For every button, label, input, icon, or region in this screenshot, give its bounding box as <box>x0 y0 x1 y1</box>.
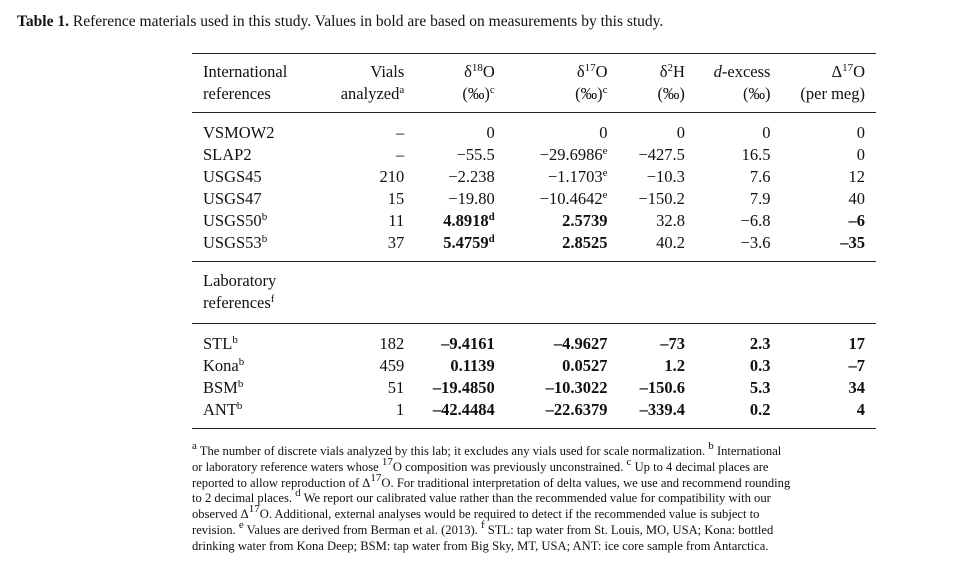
cell-vials: 37 <box>387 233 405 252</box>
cell-cap17: –6 <box>848 211 865 230</box>
cell-reference-name: VSMOW2 <box>203 123 275 142</box>
laboratory-row-stl <box>192 324 876 356</box>
cell-d18: –19.4850 <box>432 378 495 397</box>
cell-vials: – <box>396 145 405 164</box>
cell-cap17: 34 <box>848 378 865 397</box>
cell-d17: 0.0527 <box>562 356 608 375</box>
footnote-line: observed $\Delta^{17}O$. Additional, external analyses would be required to detect if the recommended value is subject to <box>192 503 760 522</box>
cell-d17: −10.4642$^e$ <box>539 189 608 208</box>
cell-d18: −55.5 <box>456 145 495 164</box>
laboratory-header-body <box>192 262 876 324</box>
col-header-d18o: $\delta^{18}O$ <box>464 62 495 81</box>
cell-d2h: –73 <box>660 334 685 353</box>
col-header-d-excess: d-excess <box>713 62 771 81</box>
cell-d18: 4.8918$^d$ <box>443 211 495 230</box>
table-footnotes <box>192 440 882 555</box>
cell-d17: 2.8525 <box>562 233 608 252</box>
footnote-line: or laboratory reference waters whose $^{17}$O composition was previously unconstrained. $^c$ Up to 4 decimal places are <box>192 455 769 474</box>
col-header-d18o-unit: (‰)$^c$ <box>462 84 495 103</box>
cell-d18: –42.4484 <box>432 400 495 419</box>
cell-dex: 2.3 <box>749 334 771 353</box>
cell-vials: – <box>396 123 405 142</box>
cell-reference-name: USGS47 <box>203 189 262 208</box>
cell-cap17: 17 <box>848 334 865 353</box>
cell-d18: –9.4161 <box>441 334 495 353</box>
cell-d18: 0.1139 <box>450 356 495 375</box>
reference-materials-table <box>192 53 876 429</box>
cell-reference-name: USGS53$^b$ <box>203 233 268 252</box>
laboratory-row-ant <box>192 399 876 429</box>
cell-reference-name: USGS45 <box>203 167 262 186</box>
cell-d2h: −427.5 <box>638 145 685 164</box>
footnote-line: reported to allow reproduction of $\Delta^{17}O$. For traditional interpretation of delta values, we use and recommend rounding <box>192 471 791 490</box>
cell-d2h: –150.6 <box>639 378 685 397</box>
international-row-usgs45 <box>192 166 876 188</box>
header-row-2 <box>192 83 876 113</box>
cell-d2h: −10.3 <box>646 167 685 186</box>
cell-dex: 5.3 <box>749 378 771 397</box>
footnote-line: to 2 decimal places. $^d$ We report our calibrated value rather than the recommended value for compatibility with our <box>192 487 771 506</box>
cell-d17: 2.5739 <box>562 211 608 230</box>
cell-vials: 15 <box>387 189 405 208</box>
cell-vials: 182 <box>379 334 405 353</box>
col-header-cap17o: $\Delta^{17}O$ <box>831 62 865 81</box>
cell-d18: −19.80 <box>448 189 495 208</box>
col-header-references-line2: references <box>203 84 271 103</box>
cell-d2h: 32.8 <box>656 211 685 230</box>
international-row-slap2 <box>192 144 876 166</box>
footnote-line: drinking water from Kona Deep; BSM: tap water from Big Sky, MT, USA; ANT: ice core sample from Antarctica. <box>192 538 769 553</box>
col-header-vials-line2: analyzed$^a$ <box>340 84 405 103</box>
cell-cap17: –35 <box>840 233 865 252</box>
cell-d2h: –339.4 <box>639 400 685 419</box>
footnote-line: revision. $^e$ Values are derived from Berman et al. (2013). $^f$ STL: tap water from St. Louis, MO, USA; Kona: bottled <box>192 518 774 537</box>
col-header-d17o: $\delta^{17}O$ <box>576 62 608 81</box>
cell-vials: 210 <box>379 167 405 186</box>
cell-dex: 0.2 <box>749 400 771 419</box>
cell-d18: −2.238 <box>448 167 495 186</box>
international-row-vsmow2 <box>192 113 876 145</box>
cell-d2h: 1.2 <box>664 356 685 375</box>
cell-reference-name: USGS50$^b$ <box>203 211 268 230</box>
cell-vials: 1 <box>396 400 405 419</box>
cell-reference-name: ANT$^b$ <box>203 400 243 419</box>
col-header-d2h: $\delta^2H$ <box>659 62 685 81</box>
footnote-line: $^a$ The number of discrete vials analyzed by this lab; it excludes any vials used for scale normalization. $^b$ International <box>192 440 782 458</box>
col-header-d-excess-unit: (‰) <box>742 84 771 103</box>
cell-reference-name: Kona$^b$ <box>203 356 245 375</box>
cell-dex: 7.9 <box>749 189 771 208</box>
cell-d2h: 40.2 <box>656 233 685 252</box>
cell-vials: 51 <box>387 378 405 397</box>
laboratory-references-label: Laboratory references$^f$ <box>203 271 277 312</box>
cell-d18: 5.4759$^d$ <box>443 233 495 252</box>
international-row-usgs50 <box>192 210 876 232</box>
cell-cap17: 4 <box>856 400 865 419</box>
international-references-body <box>192 113 876 262</box>
cell-reference-name: BSM$^b$ <box>203 378 244 397</box>
cell-cap17: –7 <box>848 356 865 375</box>
cell-vials: 11 <box>388 211 405 230</box>
cell-d17: –10.3022 <box>545 378 608 397</box>
cell-cap17: 12 <box>848 167 865 186</box>
header-row-1 <box>192 54 876 84</box>
table-label: Table 1. <box>17 13 69 30</box>
cell-dex: 0.3 <box>749 356 771 375</box>
cell-reference-name: STL$^b$ <box>203 334 238 353</box>
table-caption <box>17 12 957 32</box>
laboratory-section-header <box>192 262 876 324</box>
laboratory-row-kona <box>192 355 876 377</box>
cell-d17: –22.6379 <box>545 400 608 419</box>
cell-d17: –4.9627 <box>553 334 608 353</box>
laboratory-references-body <box>192 324 876 429</box>
cell-d18: 0 <box>486 123 495 142</box>
cell-dex: −3.6 <box>740 233 771 252</box>
table-caption-text: Reference materials used in this study. Values in bold are based on measurements by this study. <box>68 13 664 30</box>
cell-d2h: −150.2 <box>638 189 685 208</box>
laboratory-row-bsm <box>192 377 876 399</box>
cell-dex: 0 <box>762 123 771 142</box>
cell-dex: 7.6 <box>749 167 771 186</box>
col-header-d17o-unit: (‰)$^c$ <box>575 84 608 103</box>
cell-dex: 16.5 <box>741 145 771 164</box>
col-header-cap17o-unit: (per meg) <box>800 84 865 103</box>
col-header-d2h-unit: (‰) <box>657 84 685 103</box>
cell-vials: 459 <box>379 356 405 375</box>
cell-cap17: 0 <box>856 123 865 142</box>
cell-d2h: 0 <box>676 123 685 142</box>
cell-d17: −1.1703$^e$ <box>547 167 608 186</box>
col-header-references: International <box>203 62 288 81</box>
reference-table-container <box>192 53 876 429</box>
cell-dex: −6.8 <box>740 211 771 230</box>
cell-reference-name: SLAP2 <box>203 145 252 164</box>
cell-d17: −29.6986$^e$ <box>539 145 608 164</box>
cell-cap17: 0 <box>856 145 865 164</box>
international-row-usgs47 <box>192 188 876 210</box>
cell-d17: 0 <box>599 123 608 142</box>
international-row-usgs53 <box>192 232 876 262</box>
cell-cap17: 40 <box>848 189 865 208</box>
col-header-vials: Vials <box>370 62 405 81</box>
